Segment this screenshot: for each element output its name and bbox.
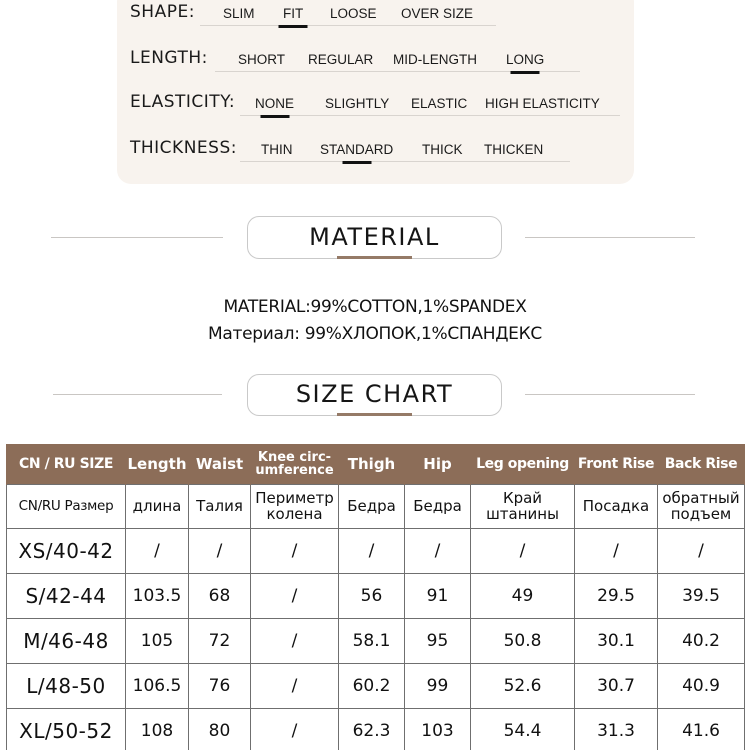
column-header-knee: Knee circ-umference — [251, 444, 339, 484]
attribute-option: HIGH ELASTICITY — [485, 96, 600, 111]
table-cell: 106.5 — [126, 663, 189, 708]
table-cell: 108 — [126, 708, 189, 750]
table-header-row — [7, 444, 745, 484]
column-header-ru: Периметр колена — [251, 484, 339, 528]
attribute-label: THICKNESS: — [130, 138, 237, 158]
table-cell: 39.5 — [658, 573, 745, 618]
table-cell: 76 — [189, 663, 251, 708]
table-cell: / — [189, 528, 251, 573]
table-cell: / — [339, 528, 405, 573]
table-cell: 91 — [405, 573, 471, 618]
table-cell: 99 — [405, 663, 471, 708]
table-row — [7, 663, 745, 708]
table-cell: 30.1 — [575, 618, 658, 663]
table-cell: 103 — [405, 708, 471, 750]
material-text-en: MATERIAL:99%COTTON,1%SPANDEX — [223, 297, 527, 317]
column-header-size: CN / RU SIZE — [7, 444, 126, 484]
size-cell: M/46-48 — [7, 618, 126, 663]
attribute-underline — [240, 115, 620, 116]
attribute-label: LENGTH: — [130, 48, 208, 68]
table-cell: 41.6 — [658, 708, 745, 750]
size-cell: XL/50-52 — [7, 708, 126, 750]
size-cell: XS/40-42 — [7, 528, 126, 573]
material-text-ru: Материал: 99%ХЛОПОК,1%СПАНДЕКС — [208, 324, 542, 344]
column-header-back-rise: Back Rise — [658, 444, 745, 484]
attribute-underline — [240, 161, 570, 162]
attribute-option-selected: STANDARD — [320, 142, 394, 157]
attribute-option: SLIGHTLY — [325, 96, 390, 111]
attribute-option: OVER SIZE — [401, 6, 474, 21]
table-cell: 54.4 — [471, 708, 575, 750]
attribute-option: THICK — [422, 142, 463, 157]
table-cell: 62.3 — [339, 708, 405, 750]
material-section-header — [247, 216, 502, 259]
column-header-ru: Бедра — [339, 484, 405, 528]
column-header-ru: длина — [126, 484, 189, 528]
title-accent-bar — [337, 413, 412, 416]
table-cell: 58.1 — [339, 618, 405, 663]
table-header-row-ru — [7, 484, 745, 528]
column-header-ru: Бедра — [405, 484, 471, 528]
attribute-option: THIN — [261, 142, 293, 157]
table-row — [7, 618, 745, 663]
section-title: MATERIAL — [309, 222, 440, 251]
attribute-row-elasticity — [130, 86, 635, 116]
divider-line — [51, 237, 223, 238]
table-cell: 103.5 — [126, 573, 189, 618]
attribute-option: MID-LENGTH — [393, 52, 477, 67]
column-header-ru: обратный подъем — [658, 484, 745, 528]
section-title: SIZE CHART — [295, 380, 454, 408]
table-cell: / — [471, 528, 575, 573]
table-cell: 52.6 — [471, 663, 575, 708]
attribute-row-shape — [130, 0, 530, 26]
table-cell: 72 — [189, 618, 251, 663]
table-cell: 31.3 — [575, 708, 658, 750]
attribute-option: SLIM — [223, 6, 255, 21]
table-cell: 80 — [189, 708, 251, 750]
column-header-ru: Посадка — [575, 484, 658, 528]
table-cell: 60.2 — [339, 663, 405, 708]
size-chart-table — [6, 444, 745, 750]
attribute-label: SHAPE: — [130, 2, 195, 22]
table-cell: / — [251, 663, 339, 708]
table-row — [7, 528, 745, 573]
attribute-option: THICKEN — [484, 142, 544, 157]
table-cell: 105 — [126, 618, 189, 663]
table-cell: / — [405, 528, 471, 573]
product-attributes-card — [117, 0, 634, 184]
table-cell: / — [251, 708, 339, 750]
table-cell: 68 — [189, 573, 251, 618]
table-cell: 56 — [339, 573, 405, 618]
column-header-leg-opening: Leg opening — [471, 444, 575, 484]
table-cell: 50.8 — [471, 618, 575, 663]
attribute-underline — [200, 25, 496, 26]
column-header-ru: CN/RU Размер — [7, 484, 126, 528]
column-header-front-rise: Front Rise — [575, 444, 658, 484]
title-accent-bar — [337, 256, 412, 259]
table-cell: 40.2 — [658, 618, 745, 663]
table-cell: 40.9 — [658, 663, 745, 708]
divider-line — [53, 394, 222, 395]
column-header-hip: Hip — [405, 444, 471, 484]
attribute-label: ELASTICITY: — [130, 92, 236, 112]
divider-line — [525, 394, 695, 395]
attribute-option: ELASTIC — [411, 96, 468, 111]
attribute-option-selected: FIT — [283, 6, 304, 21]
table-row — [7, 708, 745, 750]
table-cell: / — [251, 528, 339, 573]
size-cell: L/48-50 — [7, 663, 126, 708]
column-header-length: Length — [126, 444, 189, 484]
size-chart-section-header — [247, 374, 502, 416]
table-cell: / — [658, 528, 745, 573]
table-cell: / — [126, 528, 189, 573]
table-cell: / — [575, 528, 658, 573]
size-cell: S/42-44 — [7, 573, 126, 618]
column-header-ru: Талия — [189, 484, 251, 528]
attribute-option-selected: NONE — [255, 96, 295, 111]
table-cell: 95 — [405, 618, 471, 663]
attribute-row-length — [130, 42, 600, 72]
divider-line — [525, 237, 695, 238]
column-header-ru: Край штанины — [471, 484, 575, 528]
table-cell: 30.7 — [575, 663, 658, 708]
column-header-thigh: Thigh — [339, 444, 405, 484]
attribute-option-selected: LONG — [506, 52, 545, 67]
table-cell: / — [251, 573, 339, 618]
attribute-option: REGULAR — [308, 52, 374, 67]
attribute-option: LOOSE — [330, 6, 377, 21]
table-cell: / — [251, 618, 339, 663]
attribute-row-thickness — [130, 132, 590, 162]
table-cell: 49 — [471, 573, 575, 618]
attribute-option: SHORT — [238, 52, 286, 67]
table-cell: 29.5 — [575, 573, 658, 618]
table-row — [7, 573, 745, 618]
column-header-waist: Waist — [189, 444, 251, 484]
